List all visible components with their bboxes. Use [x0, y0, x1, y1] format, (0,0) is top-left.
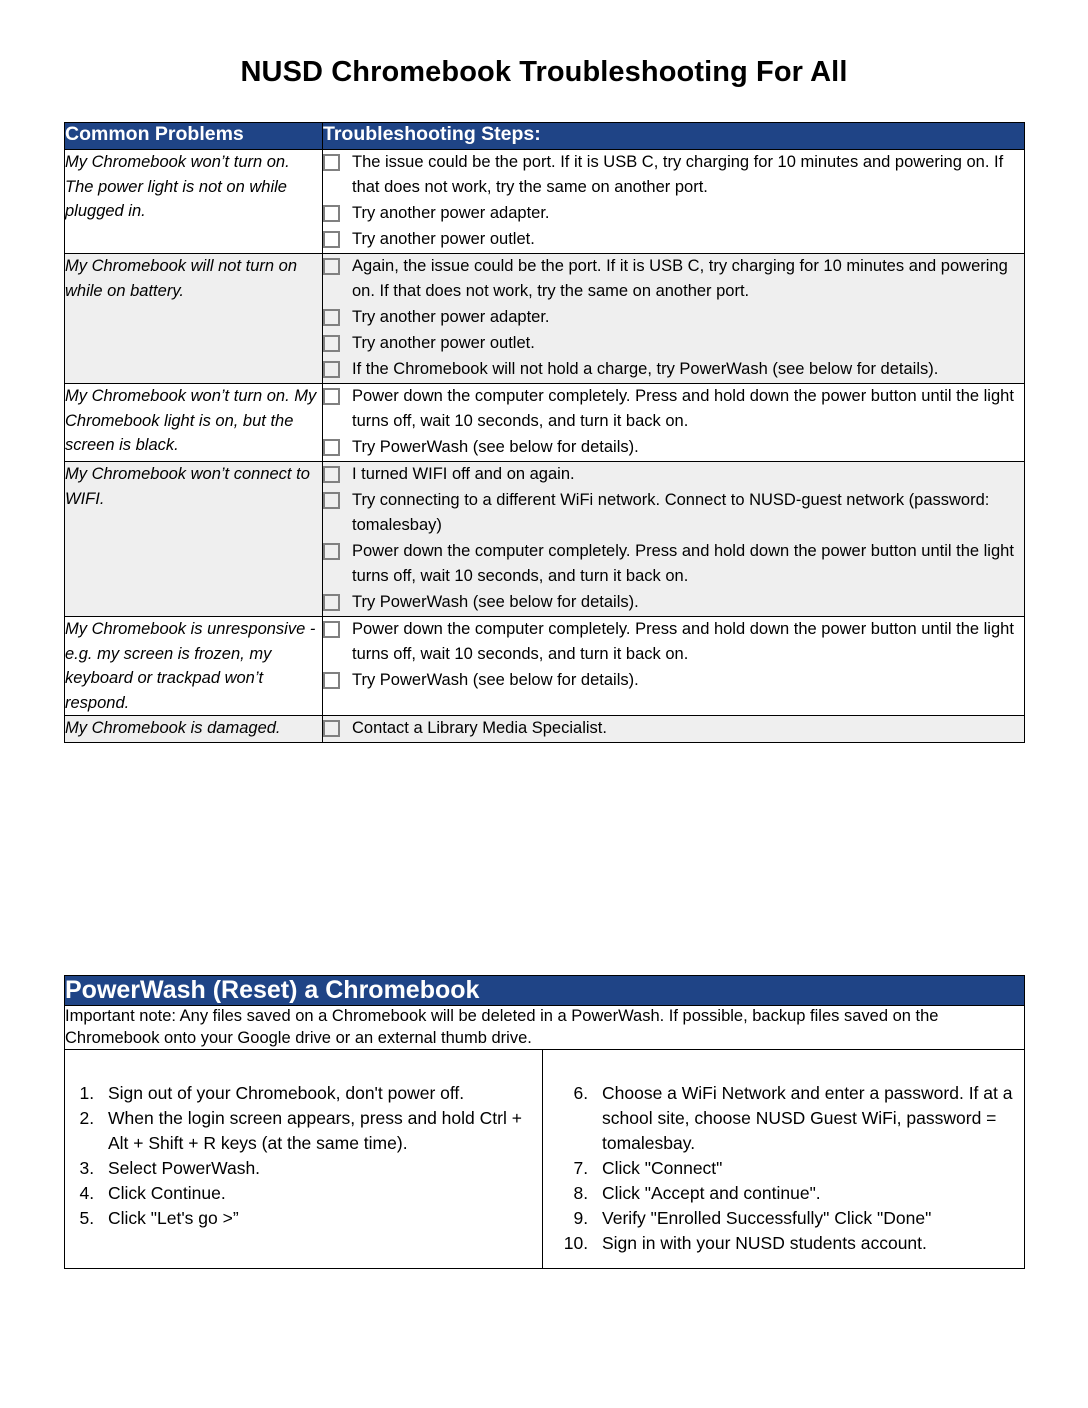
- powerwash-steps-right-list: [543, 1081, 1024, 1256]
- table-row: [65, 462, 1025, 617]
- list-item: 10. Sign in with your NUSD students account.: [593, 1231, 1014, 1256]
- checkbox-icon[interactable]: [323, 205, 340, 222]
- checklist-item-label: If the Chromebook will not hold a charge, try PowerWash (see below for details).: [352, 360, 939, 378]
- problem-cell: My Chromebook won’t turn on. My Chromebook light is on, but the screen is black.: [65, 384, 323, 462]
- list-item: 9. Verify "Enrolled Successfully" Click "Done": [593, 1206, 1014, 1231]
- problem-cell: My Chromebook won’t connect to WIFI.: [65, 462, 323, 617]
- checkbox-icon[interactable]: [323, 543, 340, 560]
- troubleshooting-table: [64, 122, 1025, 743]
- list-item: 6. Choose a WiFi Network and enter a password. If at a school site, choose NUSD Guest WiFi, password = tomalesbay.: [593, 1081, 1014, 1156]
- checkbox-icon[interactable]: [323, 439, 340, 456]
- checklist-item-label: Try PowerWash (see below for details).: [352, 593, 639, 611]
- list-item: 8. Click "Accept and continue".: [593, 1181, 1014, 1206]
- checklist-item-label: Try PowerWash (see below for details).: [352, 671, 639, 689]
- powerwash-steps-left-list: [65, 1081, 542, 1231]
- checklist-item: [323, 435, 1024, 460]
- checkbox-icon[interactable]: [323, 466, 340, 483]
- checklist-item-label: Contact a Library Media Specialist.: [352, 719, 607, 737]
- list-item: 4. Click Continue.: [99, 1181, 532, 1206]
- checklist-item-label: Try PowerWash (see below for details).: [352, 438, 639, 456]
- list-item: 1. Sign out of your Chromebook, don't power off.: [99, 1081, 532, 1106]
- checklist-item: [323, 617, 1024, 667]
- checklist-item: [323, 331, 1024, 356]
- powerwash-steps-left-cell: [65, 1050, 543, 1269]
- checklist-item: [323, 254, 1024, 304]
- table-header-row: [65, 123, 1025, 150]
- checklist-item-label: Power down the computer completely. Press and hold down the power button until the light turns off, wait 10 seconds, and turn it back on.: [352, 620, 1014, 663]
- checklist-item: [323, 227, 1024, 252]
- checkbox-icon[interactable]: [323, 231, 340, 248]
- checklist-item: [323, 488, 1024, 538]
- checklist-item: [323, 539, 1024, 589]
- checklist-item: [323, 357, 1024, 382]
- checklist-item: [323, 716, 1024, 741]
- checklist-item-label: Try another power adapter.: [352, 204, 550, 222]
- list-item: 3. Select PowerWash.: [99, 1156, 532, 1181]
- checklist-item-label: Power down the computer completely. Press and hold down the power button until the light turns off, wait 10 seconds, and turn it back on.: [352, 542, 1014, 585]
- table-row: [65, 384, 1025, 462]
- checklist-item-label: Power down the computer completely. Press and hold down the power button until the light turns off, wait 10 seconds, and turn it back on.: [352, 387, 1014, 430]
- checklist-item: [323, 305, 1024, 330]
- checklist-item-label: I turned WIFI off and on again.: [352, 465, 575, 483]
- problem-cell: My Chromebook will not turn on while on battery.: [65, 254, 323, 384]
- checklist-item: [323, 384, 1024, 434]
- checkbox-icon[interactable]: [323, 672, 340, 689]
- checkbox-icon[interactable]: [323, 594, 340, 611]
- steps-cell: [323, 462, 1025, 617]
- checklist-item-label: Try another power adapter.: [352, 308, 550, 326]
- checklist: [323, 150, 1024, 252]
- powerwash-table: [64, 975, 1025, 1269]
- powerwash-important-note: Important note: Any files saved on a Chromebook will be deleted in a PowerWash. If possible, backup files saved on the Chromebook onto your Google drive or an external thumb drive.: [65, 1006, 1025, 1050]
- checkbox-icon[interactable]: [323, 335, 340, 352]
- troubleshooting-table-body: [65, 150, 1025, 743]
- list-item: 2. When the login screen appears, press and hold Ctrl + Alt + Shift + R keys (at the same time).: [99, 1106, 532, 1156]
- powerwash-note-row: [65, 1006, 1025, 1050]
- powerwash-header: PowerWash (Reset) a Chromebook: [65, 976, 1025, 1006]
- problem-cell: My Chromebook won’t turn on. The power light is not on while plugged in.: [65, 150, 323, 254]
- checkbox-icon[interactable]: [323, 621, 340, 638]
- checklist: [323, 716, 1024, 741]
- powerwash-steps-right-cell: [543, 1050, 1025, 1269]
- steps-cell: [323, 716, 1025, 743]
- problem-cell: My Chromebook is damaged.: [65, 716, 323, 743]
- checklist-item-label: Try another power outlet.: [352, 334, 535, 352]
- checkbox-icon[interactable]: [323, 309, 340, 326]
- checklist: [323, 254, 1024, 382]
- checklist-item: [323, 668, 1024, 693]
- table-row: [65, 617, 1025, 716]
- checklist-item: [323, 201, 1024, 226]
- checklist-item: [323, 590, 1024, 615]
- table-row: [65, 716, 1025, 743]
- steps-cell: [323, 384, 1025, 462]
- checklist-item-label: The issue could be the port. If it is USB C, try charging for 10 minutes and powering on. If that does not work, try the same on another port.: [352, 153, 1004, 196]
- steps-cell: [323, 617, 1025, 716]
- powerwash-header-row: [65, 976, 1025, 1006]
- checklist-item-label: Again, the issue could be the port. If it is USB C, try charging for 10 minutes and powering on. If that does not work, try the same on another port.: [352, 257, 1008, 300]
- checkbox-icon[interactable]: [323, 388, 340, 405]
- powerwash-steps-row: [65, 1050, 1025, 1269]
- checklist: [323, 384, 1024, 460]
- checkbox-icon[interactable]: [323, 154, 340, 171]
- checklist-item-label: Try another power outlet.: [352, 230, 535, 248]
- steps-cell: [323, 150, 1025, 254]
- column-header-common-problems: Common Problems: [65, 123, 323, 150]
- table-row: [65, 150, 1025, 254]
- checklist: [323, 617, 1024, 693]
- checklist-item: [323, 150, 1024, 200]
- table-row: [65, 254, 1025, 384]
- list-item: 7. Click "Connect": [593, 1156, 1014, 1181]
- page-title: NUSD Chromebook Troubleshooting For All: [240, 56, 848, 88]
- checklist-item-label: Try connecting to a different WiFi network. Connect to NUSD-guest network (password: tomalesbay): [352, 491, 990, 534]
- problem-cell: My Chromebook is unresponsive - e.g. my screen is frozen, my keyboard or trackpad won’t respond.: [65, 617, 323, 716]
- checklist-item: [323, 462, 1024, 487]
- steps-cell: [323, 254, 1025, 384]
- column-header-troubleshooting-steps: Troubleshooting Steps:: [323, 123, 1025, 150]
- list-item: 5. Click "Let's go >”: [99, 1206, 532, 1231]
- checkbox-icon[interactable]: [323, 361, 340, 378]
- checklist: [323, 462, 1024, 615]
- checkbox-icon[interactable]: [323, 720, 340, 737]
- checkbox-icon[interactable]: [323, 492, 340, 509]
- checkbox-icon[interactable]: [323, 258, 340, 275]
